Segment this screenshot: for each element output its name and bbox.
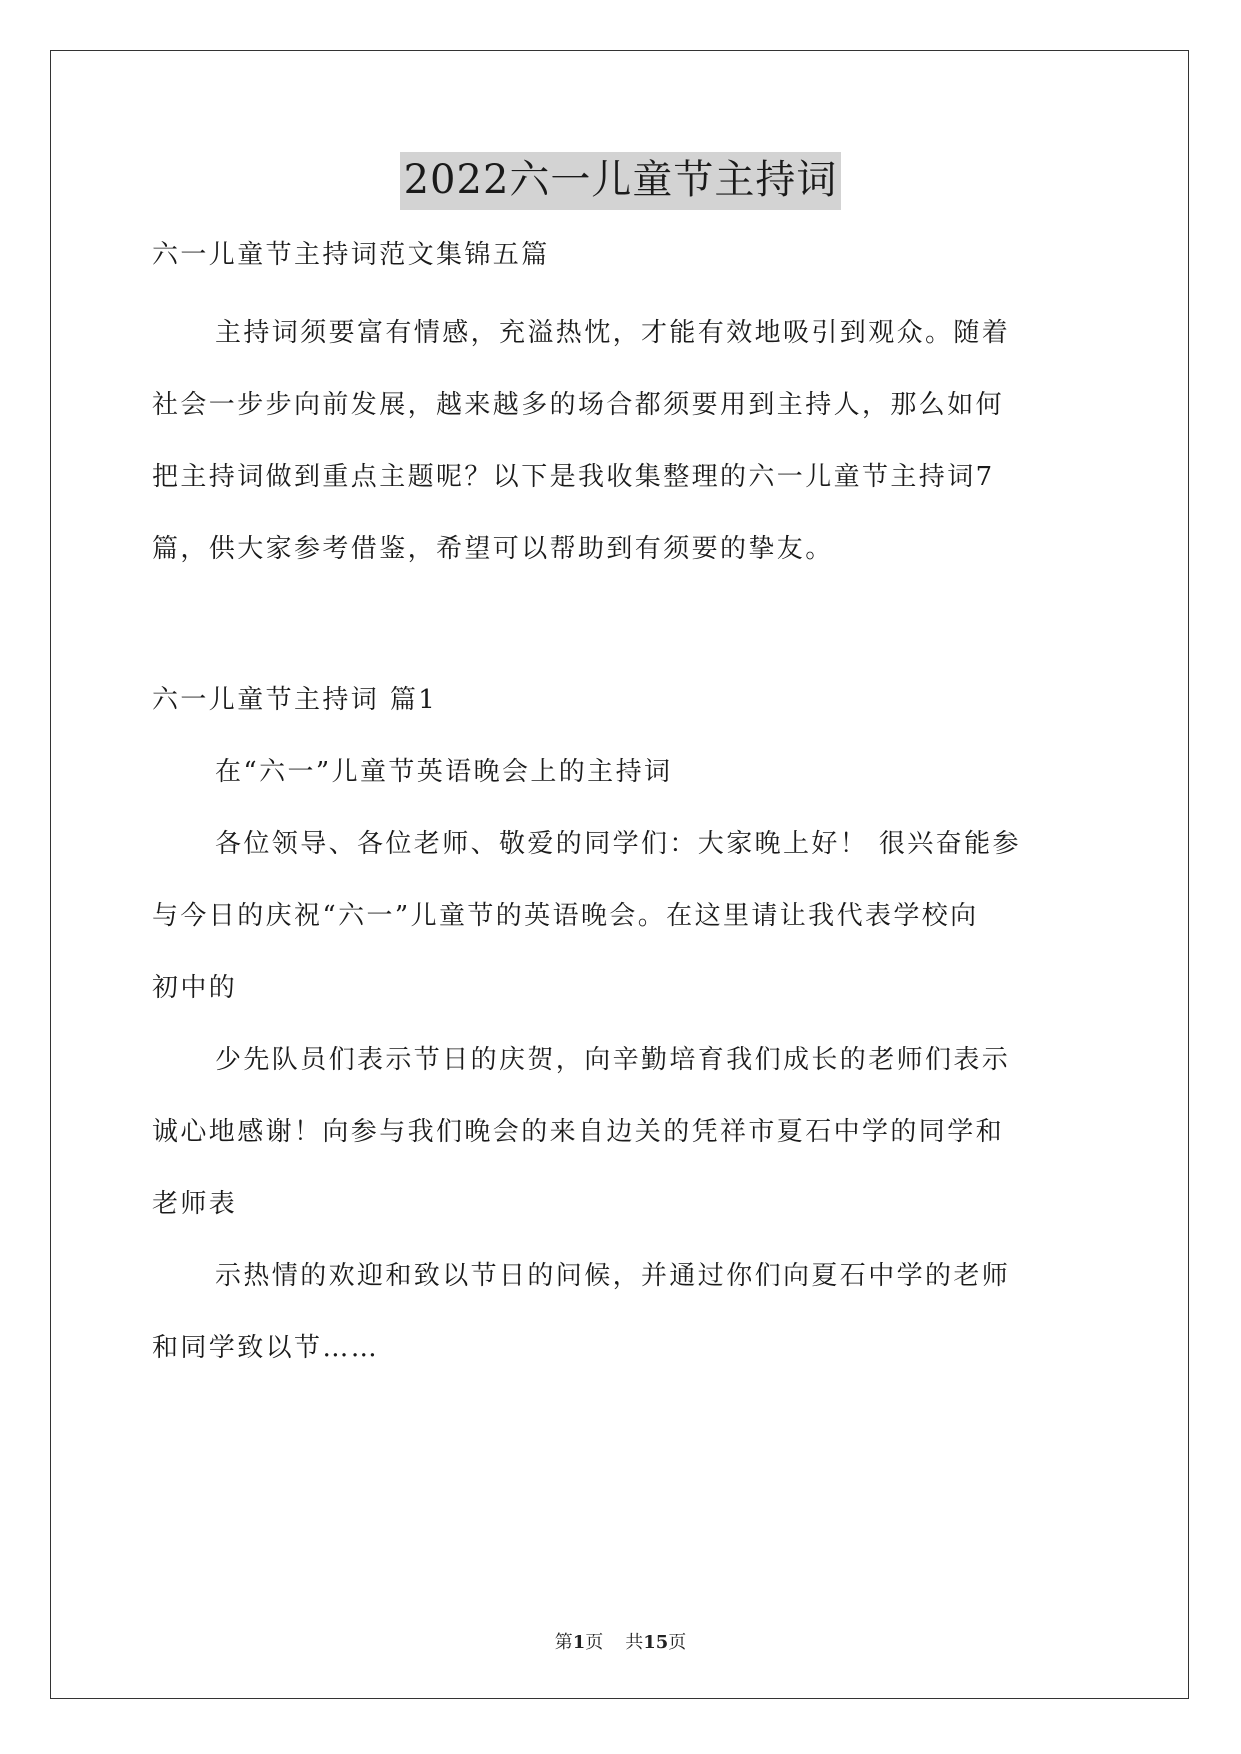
footer-total-pages: 15 bbox=[643, 1632, 669, 1653]
title-container bbox=[0, 152, 1241, 210]
footer-total-prefix: 共 bbox=[625, 1632, 644, 1653]
intro-line-1: 主持词须要富有情感，充溢热忱，才能有效地吸引到观众。随着 bbox=[215, 318, 1011, 348]
section-line-6: 诚心地感谢！向参与我们晚会的来自边关的凭祥市夏石中学的同学和 bbox=[152, 1117, 1005, 1147]
document-subtitle: 六一儿童节主持词范文集锦五篇 bbox=[152, 240, 550, 270]
section-line-1: 在“六一”儿童节英语晚会上的主持词 bbox=[215, 757, 673, 787]
section-heading: 六一儿童节主持词 篇1 bbox=[152, 685, 438, 715]
document-title: 2022六一儿童节主持词 bbox=[400, 152, 842, 210]
footer-page-number: 1 bbox=[572, 1632, 586, 1653]
section-line-4: 初中的 bbox=[152, 973, 238, 1003]
section-line-2: 各位领导、各位老师、敬爱的同学们：大家晚上好！ 很兴奋能参 bbox=[215, 829, 1021, 859]
section-line-3: 与今日的庆祝“六一”儿童节的英语晚会。在这里请让我代表学校向 bbox=[152, 901, 979, 931]
section-line-9: 和同学致以节…… bbox=[152, 1333, 380, 1363]
footer-page-suffix: 页 bbox=[585, 1632, 604, 1653]
footer-page-prefix: 第 bbox=[554, 1632, 573, 1653]
section-line-7: 老师表 bbox=[152, 1189, 238, 1219]
intro-line-4: 篇，供大家参考借鉴，希望可以帮助到有须要的挚友。 bbox=[152, 534, 834, 564]
intro-line-3: 把主持词做到重点主题呢？以下是我收集整理的六一儿童节主持词7 bbox=[152, 462, 995, 492]
page-border bbox=[50, 50, 1189, 1699]
page-footer bbox=[0, 1628, 1241, 1654]
section-line-8: 示热情的欢迎和致以节日的问候，并通过你们向夏石中学的老师 bbox=[215, 1261, 1011, 1291]
footer-total-suffix: 页 bbox=[668, 1632, 687, 1653]
section-line-5: 少先队员们表示节日的庆贺，向辛勤培育我们成长的老师们表示 bbox=[215, 1045, 1011, 1075]
intro-line-2: 社会一步步向前发展，越来越多的场合都须要用到主持人，那么如何 bbox=[152, 390, 1005, 420]
